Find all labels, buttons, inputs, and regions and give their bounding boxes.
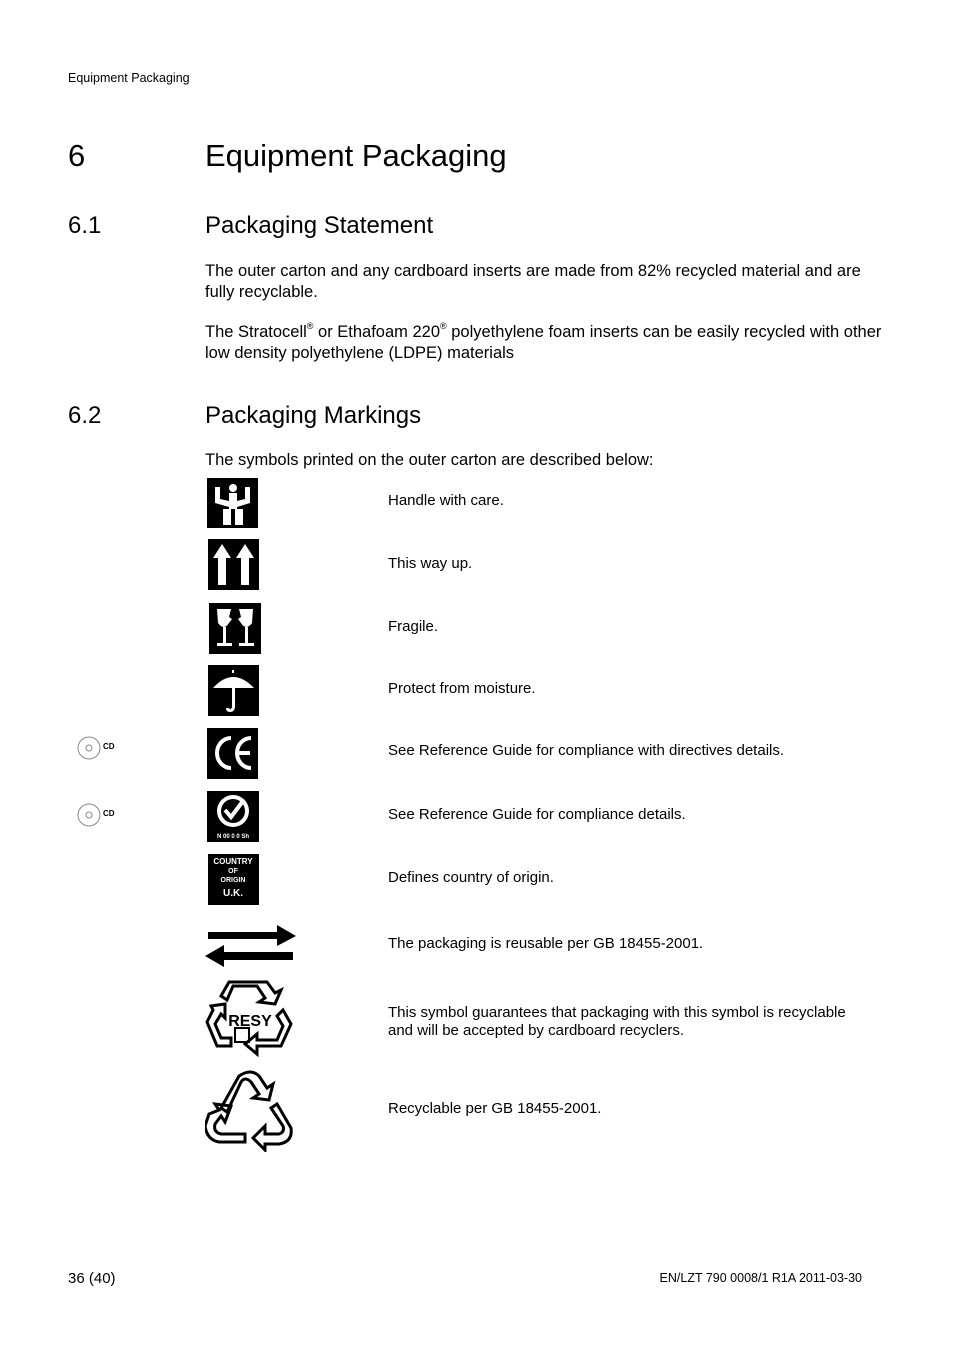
- ce-mark-icon: [205, 726, 305, 796]
- section-number-6-2: 6.2: [68, 402, 102, 429]
- cd-label: CD: [103, 809, 115, 818]
- c-tick-supplier-code: N 00 0 0 Sh: [216, 834, 250, 840]
- handle-with-care-icon: [205, 477, 305, 547]
- origin-line-1: COUNTRY: [213, 857, 253, 866]
- document-date: 2011-03-30: [798, 1271, 862, 1285]
- resy-mark-text: RESY: [228, 1013, 272, 1030]
- symbol-description: Recyclable per GB 18455-2001.: [388, 1100, 602, 1117]
- origin-line-4: U.K.: [223, 888, 243, 899]
- c-tick-mark-icon: [205, 789, 305, 859]
- stratocell-text: The Stratocell: [205, 323, 307, 341]
- packaging-statement-paragraph-1: The outer carton and any cardboard inserts are made from 82% recycled material and are fully recyclable.: [205, 262, 861, 301]
- symbol-description: Handle with care.: [388, 492, 504, 509]
- symbol-description: Fragile.: [388, 618, 439, 635]
- recycling-triangle-icon: [205, 1070, 305, 1152]
- ldpe-text: polyethylene foam inserts can be easily recycled with other low density polyethylene (LDPE) materials: [205, 323, 882, 362]
- cd-label: CD: [103, 742, 115, 751]
- symbol-description: Defines country of origin.: [388, 869, 554, 886]
- symbol-description: This way up.: [388, 555, 473, 572]
- cd-reference-icon: [77, 803, 122, 829]
- symbol-description: Protect from moisture.: [388, 680, 536, 697]
- section-number-6-1: 6.1: [68, 212, 102, 239]
- section-title-packaging-markings: Packaging Markings: [205, 402, 422, 429]
- symbol-description: This symbol guarantees that packaging with this symbol is recyclable and will be accepted by cardboard recyclers.: [388, 1004, 846, 1039]
- document-id: EN/LZT 790 0008/1 R1A: [659, 1271, 796, 1285]
- resy-recycling-icon: [205, 980, 305, 1066]
- running-header: Equipment Packaging: [68, 71, 190, 85]
- fragile-icon: [205, 601, 305, 671]
- symbol-description: The packaging is reusable per GB 18455-2001.: [388, 935, 704, 952]
- packaging-statement-paragraph-2: [205, 322, 885, 364]
- registered-mark: ®: [306, 320, 314, 331]
- symbol-description: See Reference Guide for compliance with directives details.: [388, 742, 785, 759]
- cd-reference-icon: [77, 736, 122, 762]
- symbol-description: See Reference Guide for compliance details.: [388, 806, 686, 823]
- origin-line-3: ORIGIN: [220, 877, 246, 884]
- this-way-up-icon: [205, 538, 305, 608]
- protect-from-moisture-icon: [205, 663, 305, 733]
- country-of-origin-icon: [205, 852, 305, 922]
- chapter-title: Equipment Packaging: [205, 138, 507, 173]
- origin-line-2: OF: [228, 868, 238, 875]
- packaging-markings-intro: The symbols printed on the outer carton are described below:: [205, 451, 654, 469]
- ethafoam-text: or Ethafoam 220: [313, 323, 441, 341]
- registered-mark: ®: [440, 320, 447, 331]
- page-number: 36 (40): [68, 1270, 116, 1287]
- chapter-number: 6: [68, 138, 86, 173]
- section-title-packaging-statement: Packaging Statement: [205, 212, 434, 239]
- document-reference: [560, 1271, 862, 1285]
